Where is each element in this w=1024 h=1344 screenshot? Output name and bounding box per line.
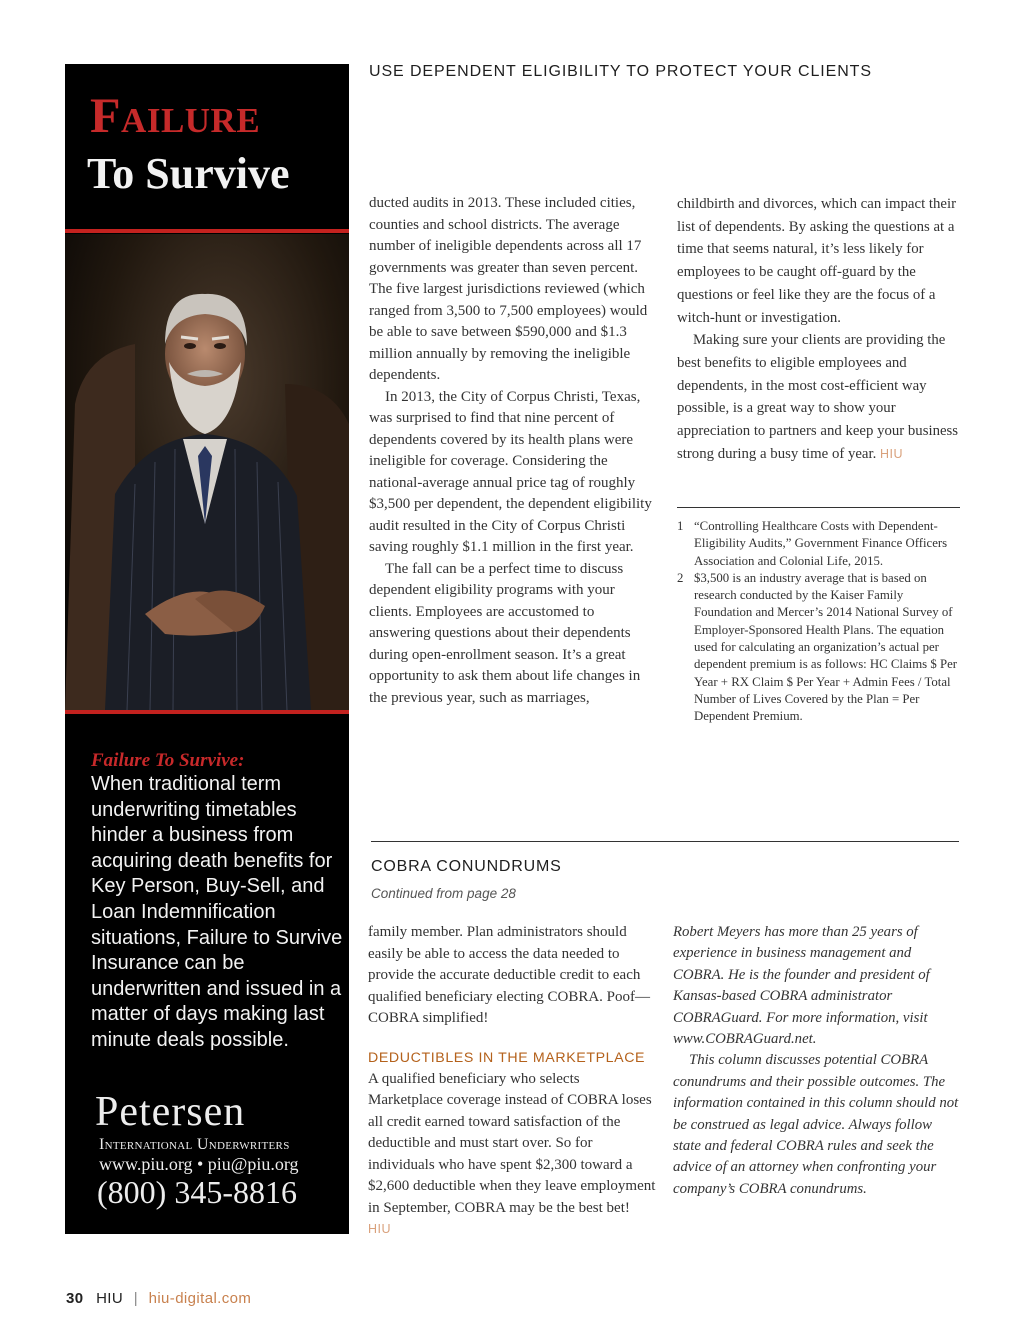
section-subtitle: Continued from page 28 bbox=[371, 886, 516, 901]
footnotes bbox=[677, 518, 962, 726]
author-bio: Robert Meyers has more than 25 years of experience in business management and COBRA. He is the founder and president of Kansas-based COBRA administrator COBRAGuard. For more information, visit www.COBRAGuard.net. bbox=[673, 924, 930, 1048]
article-paragraph-last bbox=[677, 329, 967, 465]
end-tag: HIU bbox=[368, 1222, 392, 1236]
ad-title-failure: Failure bbox=[90, 87, 261, 143]
section-divider bbox=[371, 841, 959, 842]
cobra-subhead: DEDUCTIBLES IN THE MARKETPLACE bbox=[368, 1049, 646, 1066]
ad-title-to-survive: To Survive bbox=[87, 149, 290, 198]
disclaimer: This column discusses potential COBRA conundrums and their possible outcomes. The information contained in this column should not be construed as legal advice. Always follow state and federal COBRA rules and seek the advice of an attorney when confronting your company’s COBRA conundrums. bbox=[673, 1052, 959, 1197]
article-paragraph: In 2013, the City of Corpus Christi, Texas, was surprised to find that nine percent of dependents covered by its health plans were ineligible for coverage. Considering the national-average annual price tag of roughly $3,500 per dependent, the dependent eligibility audit resulted in the City of Corpus Christi saving roughly $1.1 million in the first year. bbox=[369, 388, 652, 555]
ad-subtitle: Failure To Survive: bbox=[91, 750, 245, 771]
man-portrait-illustration bbox=[65, 234, 349, 710]
footnote bbox=[677, 518, 962, 570]
footnote bbox=[677, 570, 962, 726]
article-paragraph-text: Making sure your clients are providing the best benefits to eligible employees and dependents, in the most cost-efficient way possible, is a great way to show your appreciation to partners and keep your business strong during a busy time of year. bbox=[677, 332, 959, 462]
article-header-title: USE DEPENDENT ELIGIBILITY TO PROTECT YOUR CLIENTS bbox=[369, 63, 872, 80]
footnote-text: “Controlling Healthcare Costs with Dependent-Eligibility Audits,” Government Finance Officers Association and Colonial Life, 2015. bbox=[694, 519, 948, 568]
ad-divider-top bbox=[65, 229, 349, 233]
cobra-column-2 bbox=[673, 922, 963, 1200]
ad-portrait-photo bbox=[65, 234, 349, 710]
footer-separator: | bbox=[133, 1290, 138, 1307]
page-number: 30 bbox=[66, 1290, 84, 1307]
cobra-paragraph-last bbox=[368, 1069, 656, 1241]
advertisement bbox=[65, 64, 349, 1234]
ad-phone-number: (800) 345-8816 bbox=[97, 1174, 297, 1210]
ad-logo-subtitle: International Underwriters bbox=[99, 1136, 290, 1153]
end-tag: HIU bbox=[880, 446, 904, 461]
footnote-number: 2 bbox=[677, 570, 684, 585]
article-paragraph: childbirth and divorces, which can impact their list of dependents. By asking the questions at a time that seems natural, it’s less likely for employees to be caught off-guard by the questions or feel like they are the focus of a witch-hunt or investigation. bbox=[677, 196, 956, 326]
page-footer bbox=[66, 1290, 251, 1307]
article-paragraph: ducted audits in 2013. These included cities, counties and school districts. The average number of ineligible dependents across all 17 governments was greater than seven percent. The five largest jurisdictions reviewed (which ranged from 3,500 to 7,500 employees) would be able to save between $590,000 and $1.3 million annually by removing the ineligible dependents. bbox=[369, 195, 648, 383]
article-column-2 bbox=[677, 193, 967, 465]
article-column-1 bbox=[369, 193, 657, 709]
cobra-column-1 bbox=[368, 922, 656, 1241]
footer-url[interactable]: hiu-digital.com bbox=[148, 1290, 252, 1307]
cobra-paragraph-text: A qualified beneficiary who selects Marketplace coverage instead of COBRA loses all credit earned toward satisfaction of the deductible and must start over. So for individuals who have spent $2,300 toward a $2,600 deductible when they leave employment in September, COBRA may be the best bet! bbox=[368, 1070, 656, 1216]
ad-logo-petersen: Petersen bbox=[95, 1089, 246, 1135]
ad-divider-bottom bbox=[65, 710, 349, 714]
section-title: COBRA CONUNDRUMS bbox=[371, 858, 562, 875]
ad-website-email: www.piu.org • piu@piu.org bbox=[99, 1154, 299, 1174]
footnote-text: $3,500 is an industry average that is based on research conducted by the Kaiser Family Foundation and Mercer’s 2014 National Survey of Employer-Sponsored Health Plans. The equation used for calculating an organization’s actual per dependent premium is as follows: HC Claims $ Per Year + RX Claim $ Per Year + Admin Fees / Total Number of Lives Covered by the Plan = Per Dependent Premium. bbox=[694, 570, 958, 724]
publication-name: HIU bbox=[96, 1290, 124, 1307]
ad-body-text: When traditional term underwriting timetables hinder a business from acquiring death benefits for Key Person, Buy-Sell, and Loan Indemnification situations, Failure to Survive Insurance can be underwritten and issued in a matter of days making last minute deals possible. bbox=[91, 773, 343, 1051]
footnote-divider bbox=[677, 507, 960, 508]
footnote-number: 1 bbox=[677, 519, 684, 533]
cobra-paragraph: family member. Plan administrators should easily be able to access the data needed to provide the accurate deductible credit to each qualified beneficiary electing COBRA. Poof—COBRA simplified! bbox=[368, 924, 651, 1026]
article-paragraph: The fall can be a perfect time to discuss dependent eligibility programs with your clients. Employees are accustomed to answering questions about their dependents during open-enrollment season. It’s a great opportunity to ask them about life changes in the previous year, such as marriages, bbox=[369, 560, 641, 706]
